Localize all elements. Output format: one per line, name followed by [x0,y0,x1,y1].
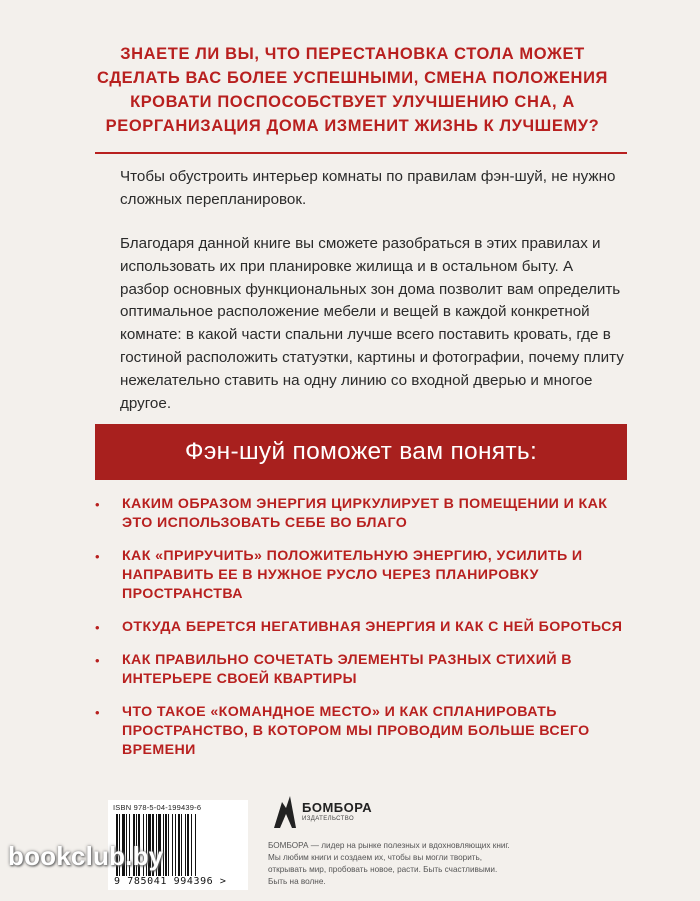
list-item-text: КАКИМ ОБРАЗОМ ЭНЕРГИЯ ЦИРКУЛИРУЕТ В ПОМЕЩЕНИИ И КАК ЭТО ИСПОЛЬЗОВАТЬ СЕБЕ ВО БЛАГО [122,496,608,531]
paragraph-2: Благодаря данной книге вы сможете разобраться в этих правилах и использовать их при планировке жилища и в остальном быту. А разбор основных функциональных зон дома позволит вам определить оптимальное расположение мебели и вещей в каждой конкретной комнате: в какой части спальни лучше всего поставить кровать, где в гостиной расположить статуэтки, картины и фотографии, почему плиту нежелательно ставить на одну линию со входной дверью и многое другое. [120,235,624,412]
benefits-list [95,495,635,774]
list-item-text: ОТКУДА БЕРЕТСЯ НЕГАТИВНАЯ ЭНЕРГИЯ И КАК С НЕЙ БОРОТЬСЯ [122,619,623,635]
bullet-icon: • [95,620,100,635]
barcode-number: 9 785041 994396 > [114,876,227,887]
bullet-icon: • [95,705,100,720]
list-item [95,703,635,760]
isbn-label: ISBN 978-5-04-199439-6 [113,803,202,812]
barcode-bar [191,814,192,876]
list-item [95,495,635,533]
highlight-banner [95,424,627,480]
list-item-text: КАК «ПРИРУЧИТЬ» ПОЛОЖИТЕЛЬНУЮ ЭНЕРГИЮ, УСИЛИТЬ И НАПРАВИТЬ ЕЕ В НУЖНОЕ РУСЛО ЧЕРЕЗ ПЛАНИРОВКУ ПРОСТРАНСТВА [122,548,583,602]
bullet-icon: • [95,653,100,668]
barcode-bar [195,814,196,876]
intro-question: ЗНАЕТЕ ЛИ ВЫ, ЧТО ПЕРЕСТАНОВКА СТОЛА МОЖЕТ СДЕЛАТЬ ВАС БОЛЕЕ УСПЕШНЫМИ, СМЕНА ПОЛОЖЕНИЯ КРОВАТИ ПОСПОСОБСТВУЕТ УЛУЧШЕНИЮ СНА, А РЕОРГАНИЗАЦИЯ ДОМА ИЗМЕНИТ ЖИЗНЬ К ЛУЧШЕМУ? [97,45,608,135]
barcode-bar [187,814,189,876]
divider [95,152,627,154]
list-item [95,618,635,637]
banner-text: Фэн-шуй поможет вам понять: [184,438,538,465]
site-watermark: bookclub.by [8,841,164,871]
bullet-icon: • [95,549,100,564]
bullet-icon: • [95,497,100,512]
list-item [95,547,635,604]
publisher-description: БОМБОРА — лидер на рынке полезных и вдохновляющих книг. Мы любим книги и создаем их, чтобы вы могли творить, открывать мир, пробовать новое, расти. Быть счастливыми. Быть на волне. [268,841,510,886]
paragraph-1: Чтобы обустроить интерьер комнаты по правилам фэн-шуй, не нужно сложных перепланировок. [120,168,616,208]
list-item [95,651,635,689]
publisher-logo-text: БОМБОРА [302,800,373,815]
list-item-text: ЧТО ТАКОЕ «КОМАНДНОЕ МЕСТО» И КАК СПЛАНИРОВАТЬ ПРОСТРАНСТВО, В КОТОРОМ МЫ ПРОВОДИМ БОЛЬШЕ ВСЕГО ВРЕМЕНИ [122,704,590,758]
publisher-logo-subtitle: ИЗДАТЕЛЬСТВО [302,816,355,822]
list-item-text: КАК ПРАВИЛЬНО СОЧЕТАТЬ ЭЛЕМЕНТЫ РАЗНЫХ СТИХИЙ В ИНТЕРЬЕРЕ СВОЕЙ КВАРТИРЫ [122,652,572,687]
barcode-bar [185,814,186,876]
